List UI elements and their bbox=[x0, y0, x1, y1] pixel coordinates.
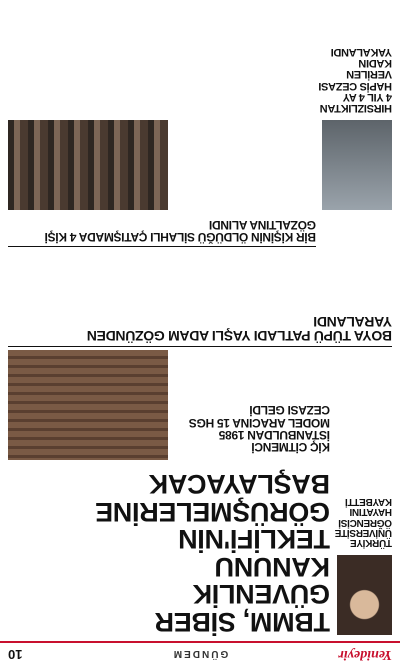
masthead bbox=[0, 641, 400, 665]
bottom-story-column-2 bbox=[172, 7, 242, 207]
middle-story-column-1 bbox=[255, 348, 330, 403]
middle-headline: KİÇ CİTMENCİ İSTANBULDAN 1985 MODEL ARACINA 15 HGS CEZASI GELDİ bbox=[189, 403, 330, 454]
parliament-photo bbox=[8, 350, 168, 460]
bottom-headline: BİR KİŞİNİN ÖLDÜĞÜ SİLAHLI ÇATIŞMADA 4 KİŞİ GÖZALTINA ALINDI bbox=[44, 217, 316, 244]
wide-story-column-3 bbox=[106, 247, 198, 295]
left-bottom-story-column bbox=[322, 7, 392, 53]
divider bbox=[8, 346, 392, 347]
bottom-story-column-1 bbox=[246, 7, 316, 207]
wide-story-column-2 bbox=[203, 247, 295, 295]
side-story-column bbox=[337, 347, 392, 487]
page-number: 10 bbox=[8, 647, 23, 662]
courthouse-photo bbox=[322, 120, 392, 210]
wide-headline: BOYA TÜPÜ PATLADI YAŞLI ADAM GÖZÜNDEN YARALANDI bbox=[87, 313, 392, 344]
left-bottom-headline: HIRSIZLIKTAN 4 YIL 4 AY HAPİS CEZASI VERİLEN KADIN YAKALANDI bbox=[318, 45, 392, 114]
side-headline: TÜRKİYE ÜNİVERSİTE ÖĞRENCİSİ HAYATINI KAYBETTİ bbox=[334, 496, 392, 548]
middle-story-column-2 bbox=[175, 348, 250, 403]
main-headline: TBMM, SİBER GÜVENLİK KANUNU TEKLİFİ'NİN GÖRÜŞMELERİNE BAŞLAYACAK bbox=[95, 469, 330, 637]
crowd-photo bbox=[8, 120, 168, 210]
bottom-story-column-3 bbox=[8, 7, 168, 115]
divider bbox=[8, 246, 316, 247]
newspaper-logo: Yenideyir bbox=[338, 647, 392, 662]
portrait-photo bbox=[337, 555, 392, 635]
section-title: GÜNDEM bbox=[171, 648, 229, 660]
